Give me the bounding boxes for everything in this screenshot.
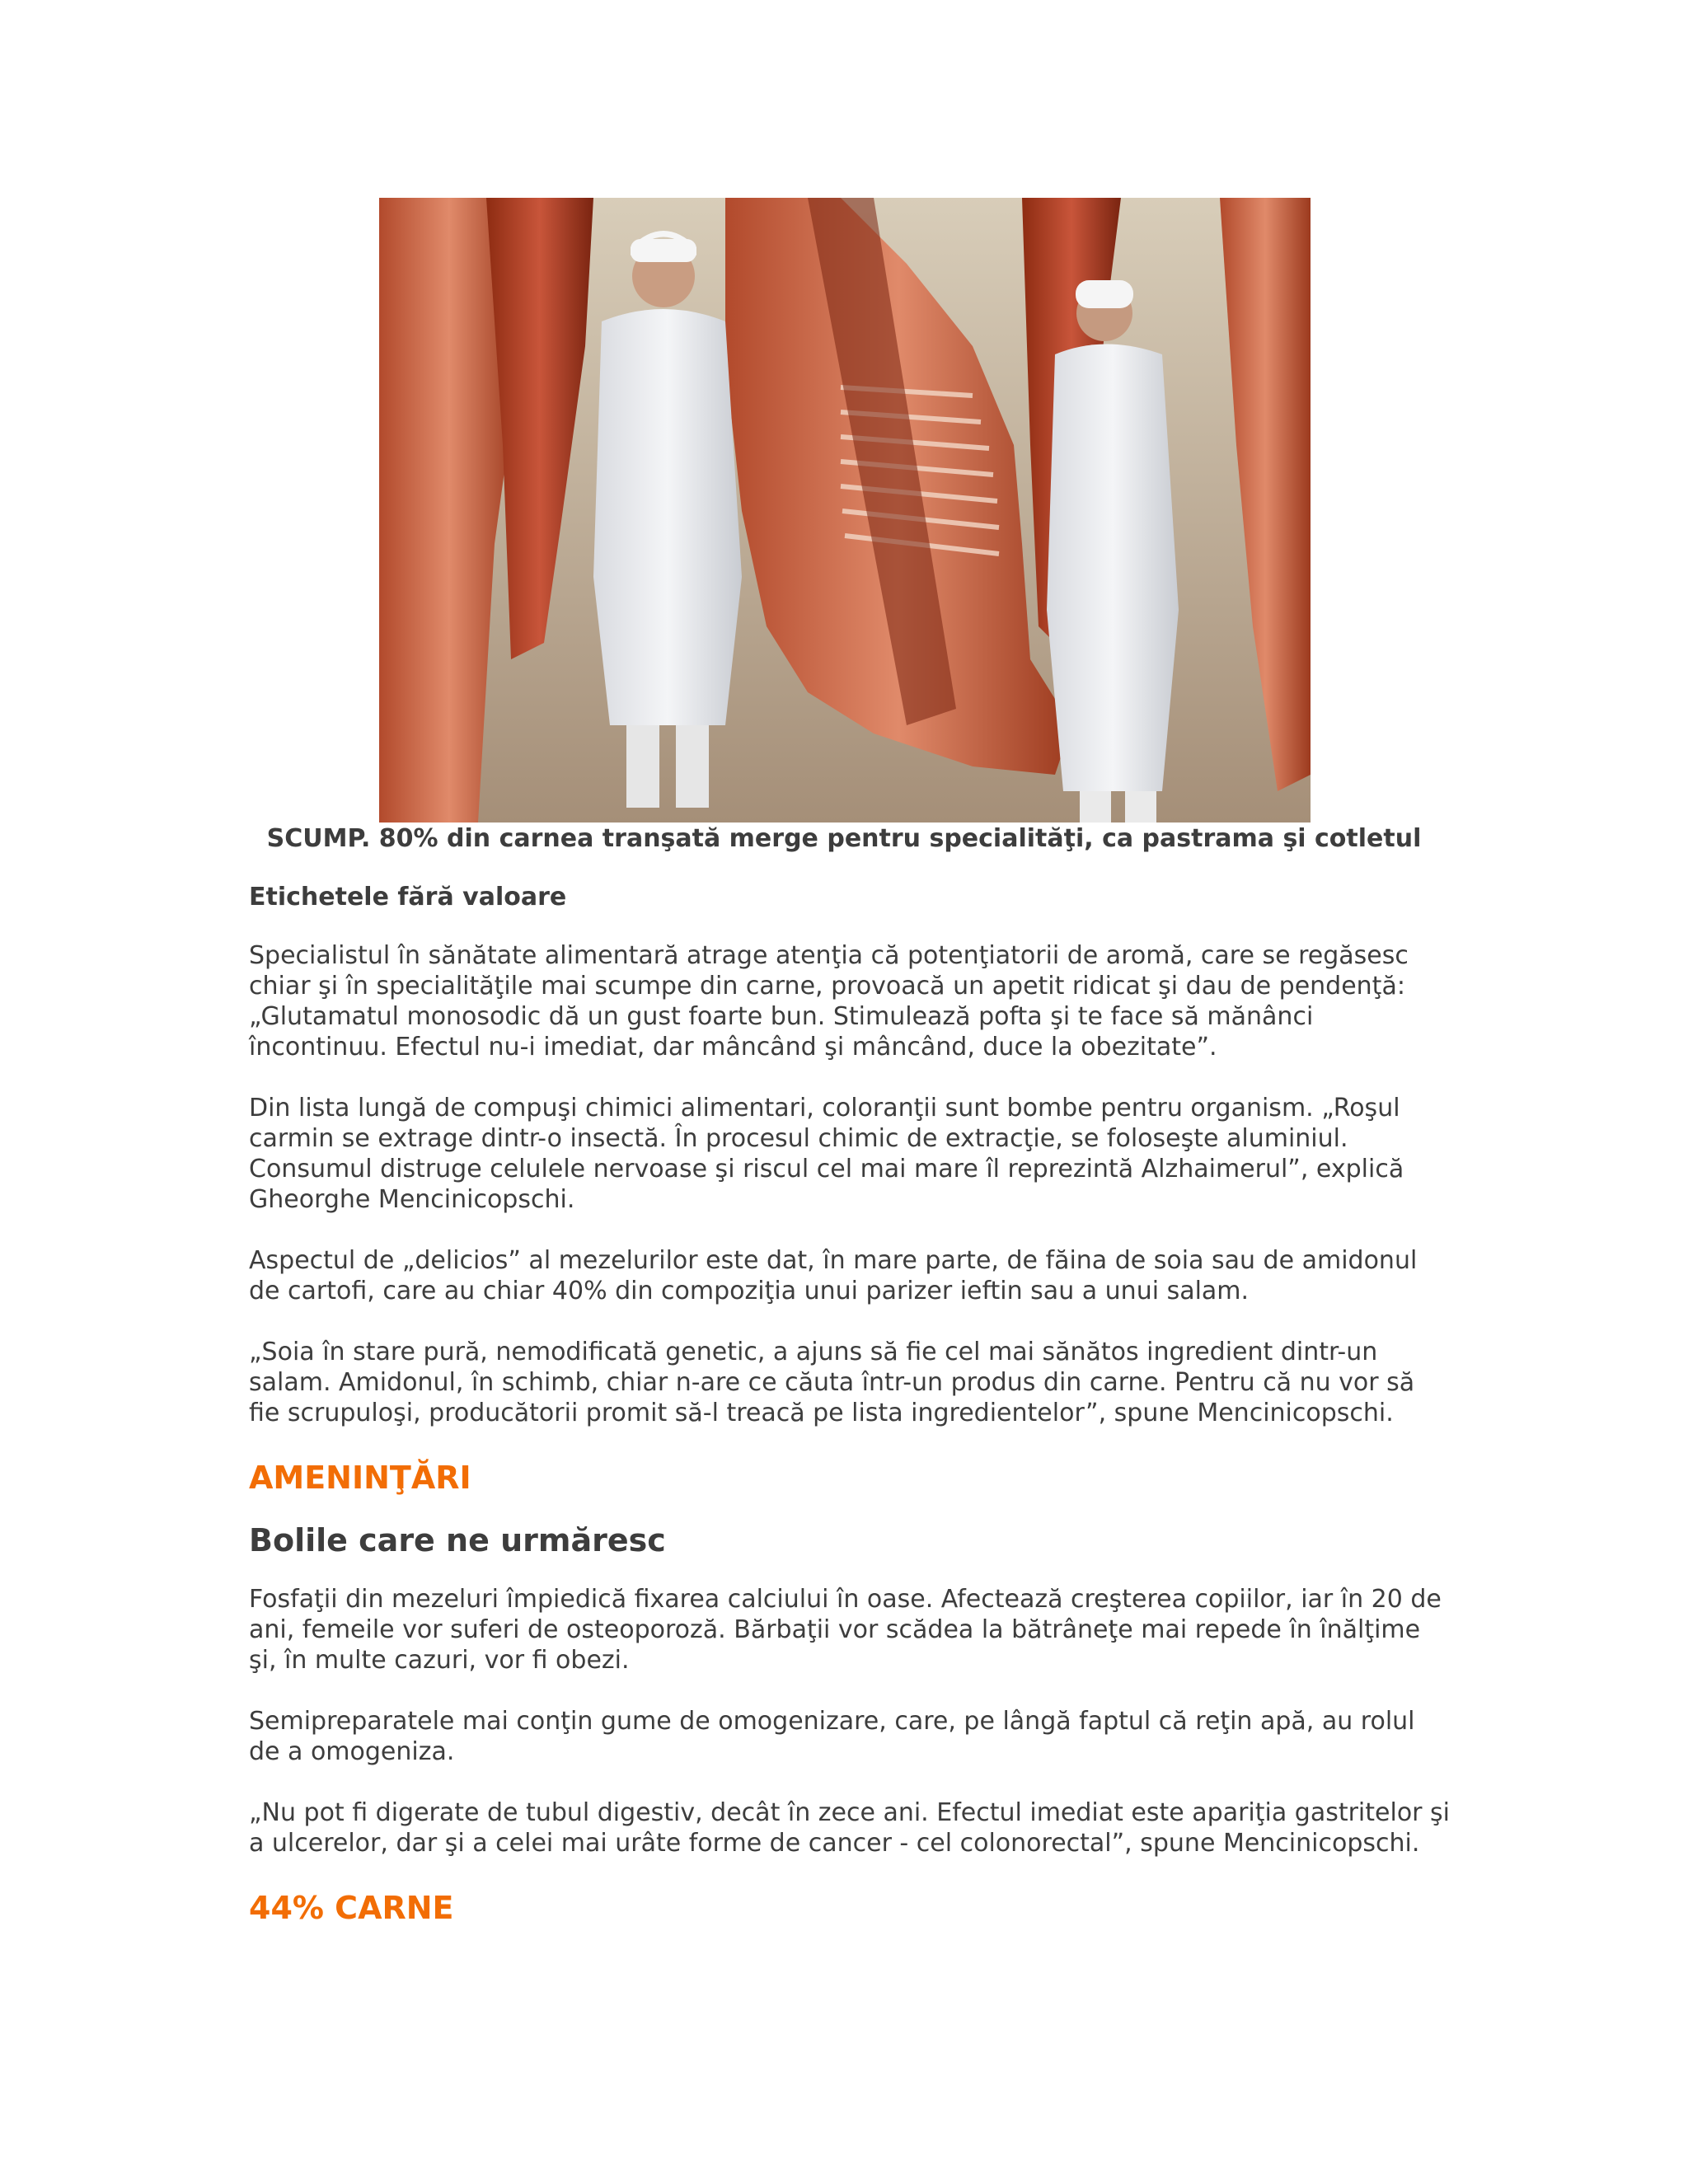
- paragraph: Specialistul în sănătate alimentară atrage atenţia că potenţiatorii de aromă, care se regăsesc chiar şi în specialităţile mai scumpe din carne, provoacă un apetit ridicat şi dau de pendenţă: „Glutamatul monosodic dă un gust foarte bun. Stimulează pofta şi te face să mănânci încontinuu. Efectul nu-i imediat, dar mâncând şi mâncând, duce la obezitate”.: [249, 941, 1409, 1062]
- paragraph: Aspectul de „delicios” al mezelurilor este dat, în mare parte, de făina de soia sau de amidonul de cartofi, care au chiar 40% din compoziţia unui parizer ieftin sau a unui salam.: [249, 1246, 1418, 1305]
- article-body: [249, 882, 1452, 1952]
- section-kicker: AMENINŢĂRI: [249, 1460, 471, 1496]
- paragraph: Din lista lungă de compuşi chimici alimentari, coloranţii sunt bombe pentru organism. „Roşul carmin se extrage dintr-o insectă. În procesul chimic de extracţie, se foloseşte aluminiul. Consumul distruge celulele nervoase şi riscul cel mai mare îl reprezintă Alzhaimerul”, explică Gheorghe Mencinicopschi.: [249, 1094, 1404, 1214]
- paragraph: „Soia în stare pură, nemodificată genetic, a ajuns să fie cel mai sănătos ingredient dintr-un salam. Amidonul, în schimb, chiar n-are ce căuta într-un produs din carne. Pentru că nu vor să fie scrupuloşi, producătorii promit să-l treacă pe lista ingredientelor”, spune Mencinicopschi.: [249, 1338, 1415, 1427]
- paragraph: „Nu pot fi digerate de tubul digestiv, decât în zece ani. Efectul imediat este apariţia gastritelor şi a ulcerelor, dar şi a celei mai urâte forme de cancer - cel colonorectal”, spune Mencinicopschi.: [249, 1798, 1451, 1858]
- section-title: Bolile care ne urmăresc: [249, 1522, 666, 1558]
- photo-caption: SCUMP. 80% din carnea tranşată merge pentru specialităţi, ca pastrama şi cotletul: [266, 824, 1422, 853]
- paragraph: Fosfaţii din mezeluri împiedică fixarea calciului în oase. Afectează creşterea copiilor, iar în 20 de ani, femeile vor suferi de osteoporoză. Bărbaţii vor scădea la bătrâneţe mai repede în înălţime şi, în multe cazuri, vor fi obezi.: [249, 1585, 1442, 1675]
- butcher-photo-illustration: [379, 198, 1311, 823]
- section-subhead: Etichetele fără valoare: [249, 883, 567, 912]
- article-photo: [379, 198, 1311, 823]
- paragraph: Semipreparatele mai conţin gume de omogenizare, care, pe lângă faptul că reţin apă, au rolul de a omogeniza.: [249, 1707, 1415, 1766]
- section-kicker: 44% CARNE: [249, 1890, 454, 1926]
